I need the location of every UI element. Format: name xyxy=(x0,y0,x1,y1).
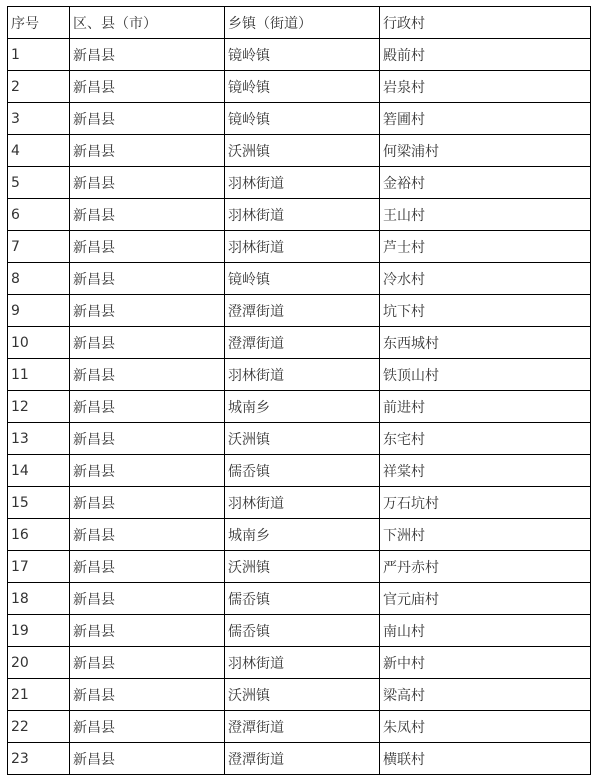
cell-town: 沃洲镇 xyxy=(225,423,380,455)
cell-county: 新昌县 xyxy=(70,679,225,711)
cell-town: 澄潭街道 xyxy=(225,711,380,743)
cell-village: 箬圃村 xyxy=(380,103,591,135)
cell-index: 4 xyxy=(8,135,70,167)
table-row xyxy=(8,167,591,199)
table-row xyxy=(8,423,591,455)
header-index: 序号 xyxy=(8,7,70,39)
cell-index: 15 xyxy=(8,487,70,519)
cell-town: 羽林街道 xyxy=(225,647,380,679)
cell-county: 新昌县 xyxy=(70,167,225,199)
cell-county: 新昌县 xyxy=(70,583,225,615)
village-table xyxy=(7,6,591,775)
cell-village: 严丹赤村 xyxy=(380,551,591,583)
cell-town: 城南乡 xyxy=(225,519,380,551)
cell-village: 何梁浦村 xyxy=(380,135,591,167)
cell-county: 新昌县 xyxy=(70,519,225,551)
cell-county: 新昌县 xyxy=(70,359,225,391)
table-row xyxy=(8,743,591,775)
cell-town: 羽林街道 xyxy=(225,487,380,519)
cell-village: 万石坑村 xyxy=(380,487,591,519)
cell-village: 前进村 xyxy=(380,391,591,423)
cell-village: 芦士村 xyxy=(380,231,591,263)
cell-town: 镜岭镇 xyxy=(225,39,380,71)
cell-index: 19 xyxy=(8,615,70,647)
header-village: 行政村 xyxy=(380,7,591,39)
table-row xyxy=(8,135,591,167)
cell-town: 沃洲镇 xyxy=(225,679,380,711)
cell-county: 新昌县 xyxy=(70,743,225,775)
cell-village: 冷水村 xyxy=(380,263,591,295)
cell-index: 22 xyxy=(8,711,70,743)
cell-town: 城南乡 xyxy=(225,391,380,423)
cell-index: 18 xyxy=(8,583,70,615)
table-row xyxy=(8,263,591,295)
cell-county: 新昌县 xyxy=(70,263,225,295)
cell-index: 10 xyxy=(8,327,70,359)
cell-county: 新昌县 xyxy=(70,487,225,519)
cell-village: 横联村 xyxy=(380,743,591,775)
cell-index: 6 xyxy=(8,199,70,231)
cell-town: 沃洲镇 xyxy=(225,135,380,167)
cell-index: 12 xyxy=(8,391,70,423)
table-row xyxy=(8,39,591,71)
cell-county: 新昌县 xyxy=(70,71,225,103)
cell-county: 新昌县 xyxy=(70,103,225,135)
table-row xyxy=(8,103,591,135)
cell-town: 羽林街道 xyxy=(225,359,380,391)
cell-town: 儒岙镇 xyxy=(225,615,380,647)
cell-village: 铁顶山村 xyxy=(380,359,591,391)
table-row xyxy=(8,231,591,263)
cell-village: 南山村 xyxy=(380,615,591,647)
cell-town: 儒岙镇 xyxy=(225,455,380,487)
table-row xyxy=(8,487,591,519)
cell-town: 镜岭镇 xyxy=(225,103,380,135)
cell-index: 17 xyxy=(8,551,70,583)
table-row xyxy=(8,359,591,391)
cell-county: 新昌县 xyxy=(70,615,225,647)
table-row xyxy=(8,327,591,359)
table-row xyxy=(8,551,591,583)
cell-county: 新昌县 xyxy=(70,199,225,231)
header-town: 乡镇（街道） xyxy=(225,7,380,39)
cell-index: 1 xyxy=(8,39,70,71)
cell-town: 镜岭镇 xyxy=(225,71,380,103)
cell-town: 澄潭街道 xyxy=(225,295,380,327)
table-header-row xyxy=(8,7,591,39)
cell-county: 新昌县 xyxy=(70,135,225,167)
cell-index: 21 xyxy=(8,679,70,711)
cell-town: 沃洲镇 xyxy=(225,551,380,583)
cell-county: 新昌县 xyxy=(70,391,225,423)
table-row xyxy=(8,647,591,679)
cell-county: 新昌县 xyxy=(70,647,225,679)
cell-village: 朱凤村 xyxy=(380,711,591,743)
cell-county: 新昌县 xyxy=(70,39,225,71)
cell-county: 新昌县 xyxy=(70,711,225,743)
cell-town: 儒岙镇 xyxy=(225,583,380,615)
cell-index: 5 xyxy=(8,167,70,199)
table-body xyxy=(8,39,591,775)
table-row xyxy=(8,71,591,103)
cell-village: 王山村 xyxy=(380,199,591,231)
cell-village: 东西城村 xyxy=(380,327,591,359)
cell-village: 官元庙村 xyxy=(380,583,591,615)
cell-index: 20 xyxy=(8,647,70,679)
cell-index: 23 xyxy=(8,743,70,775)
cell-index: 8 xyxy=(8,263,70,295)
cell-index: 11 xyxy=(8,359,70,391)
cell-county: 新昌县 xyxy=(70,455,225,487)
cell-county: 新昌县 xyxy=(70,231,225,263)
cell-village: 岩泉村 xyxy=(380,71,591,103)
cell-town: 镜岭镇 xyxy=(225,263,380,295)
table-row xyxy=(8,615,591,647)
cell-index: 13 xyxy=(8,423,70,455)
table-row xyxy=(8,519,591,551)
cell-index: 2 xyxy=(8,71,70,103)
cell-village: 殿前村 xyxy=(380,39,591,71)
header-county: 区、县（市） xyxy=(70,7,225,39)
cell-village: 新中村 xyxy=(380,647,591,679)
cell-town: 羽林街道 xyxy=(225,199,380,231)
cell-index: 14 xyxy=(8,455,70,487)
cell-county: 新昌县 xyxy=(70,327,225,359)
cell-index: 9 xyxy=(8,295,70,327)
cell-town: 澄潭街道 xyxy=(225,327,380,359)
table-row xyxy=(8,711,591,743)
cell-village: 下洲村 xyxy=(380,519,591,551)
cell-index: 3 xyxy=(8,103,70,135)
cell-village: 金裕村 xyxy=(380,167,591,199)
cell-village: 梁高村 xyxy=(380,679,591,711)
cell-index: 7 xyxy=(8,231,70,263)
cell-index: 16 xyxy=(8,519,70,551)
cell-town: 澄潭街道 xyxy=(225,743,380,775)
table-row xyxy=(8,199,591,231)
table-row xyxy=(8,391,591,423)
cell-county: 新昌县 xyxy=(70,423,225,455)
table-row xyxy=(8,295,591,327)
table-row xyxy=(8,583,591,615)
cell-village: 坑下村 xyxy=(380,295,591,327)
cell-village: 东宅村 xyxy=(380,423,591,455)
cell-town: 羽林街道 xyxy=(225,231,380,263)
cell-county: 新昌县 xyxy=(70,551,225,583)
table-row xyxy=(8,679,591,711)
cell-town: 羽林街道 xyxy=(225,167,380,199)
cell-county: 新昌县 xyxy=(70,295,225,327)
cell-village: 祥棠村 xyxy=(380,455,591,487)
table-row xyxy=(8,455,591,487)
